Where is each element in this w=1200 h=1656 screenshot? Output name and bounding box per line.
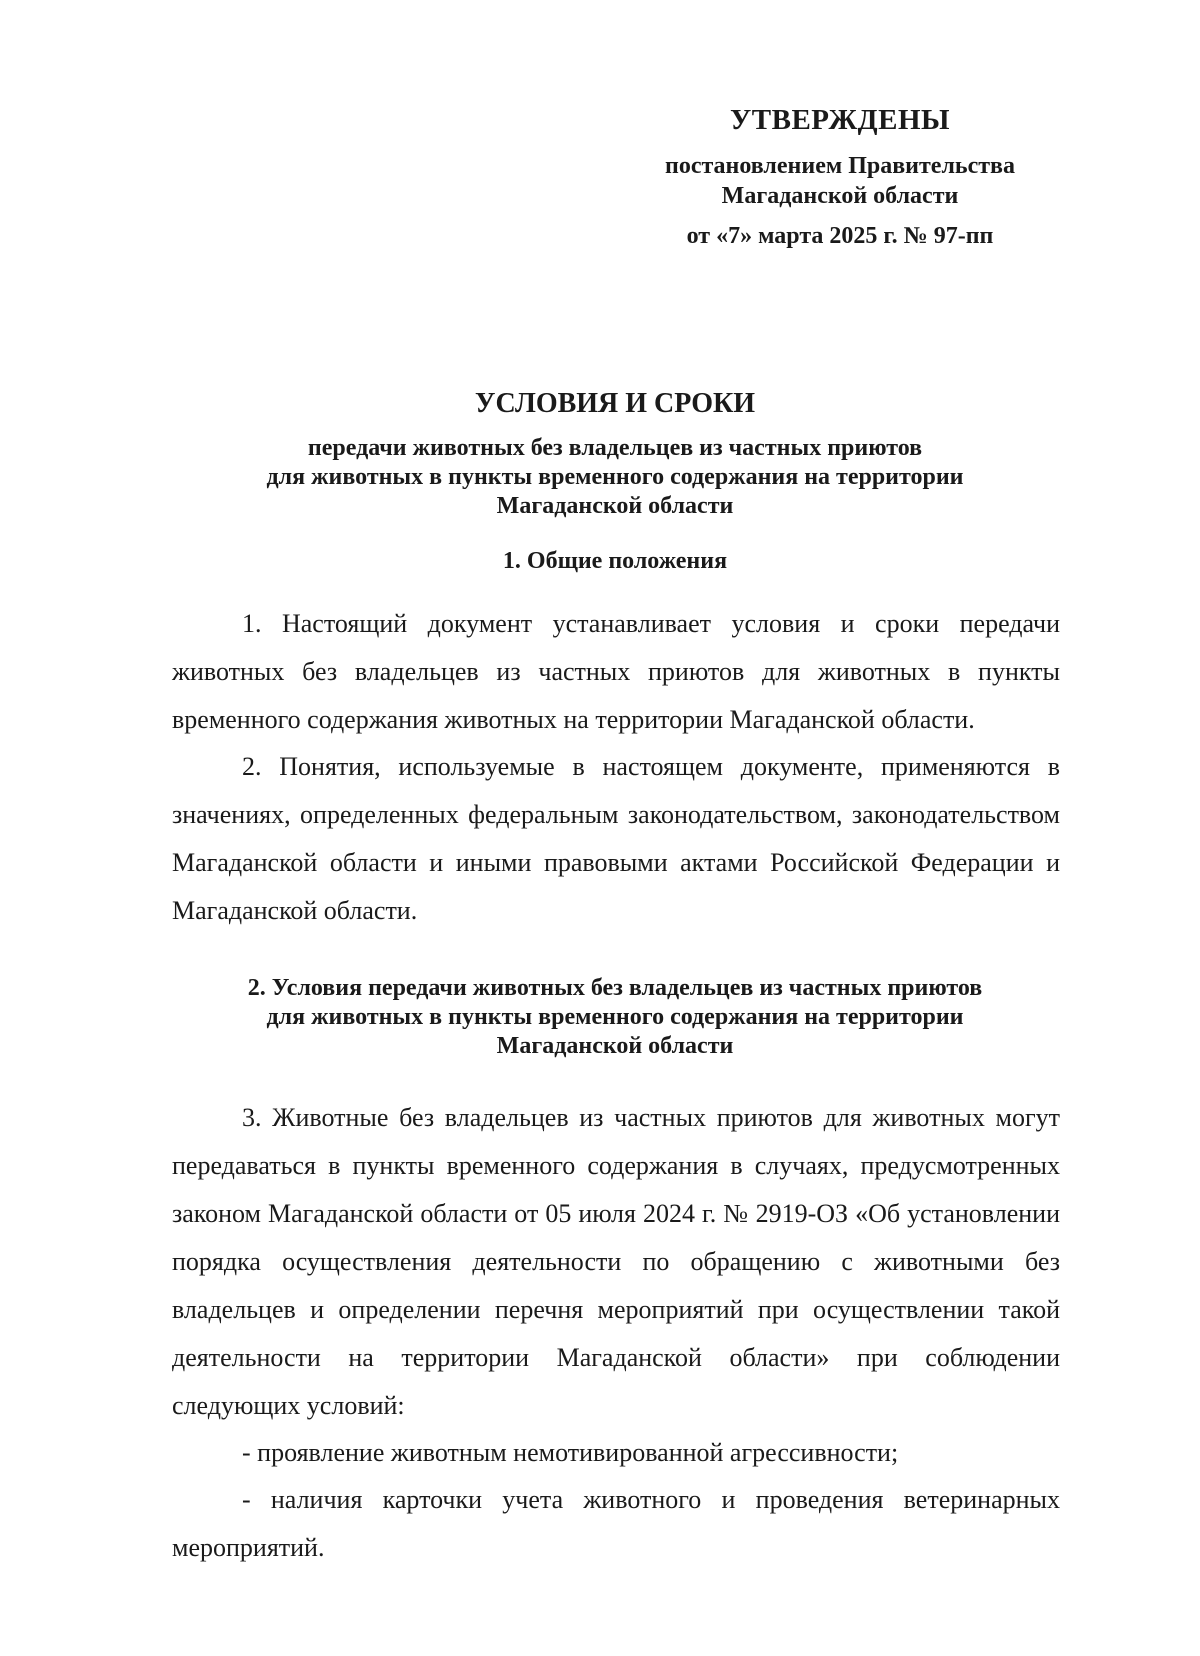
document-subtitle-line: Магаданской области [496,493,734,519]
approval-title: УТВЕРЖДЕНЫ [729,104,950,136]
section-2-heading [170,974,1060,1061]
paragraph-1: 1. Настоящий документ устанавливает условия и сроки передачи животных без владельцев из частных приютов для животных в пункты временного содержания животных на территории Магаданской области. [172,609,1060,734]
paragraph-2: 2. Понятия, используемые в настоящем документе, применяются в значениях, определенных федеральным законодательством, законодательством Магаданской области и иными правовыми актами Российской Федерации и Магаданской области. [172,752,1060,925]
bullet-item: - наличия карточки учета животного и проведения ветеринарных мероприятий. [172,1485,1060,1562]
section-2-heading-line: для животных в пункты временного содержания на территории [266,1004,964,1030]
approval-line-1: постановлением Правительства [664,153,1015,179]
document-subtitle [170,434,1060,521]
paragraph-3: 3. Животные без владельцев из частных приютов для животных могут передаваться в пункты временного содержания в случаях, предусмотренных законом Магаданской области от 05 июля 2024 г. № 2919-ОЗ «Об установлении порядка осуществления деятельности по обращению с животными без владельцев и определении перечня мероприятий при осуществлении такой деятельности на территории Магаданской области» при соблюдении следующих условий: [172,1103,1060,1420]
section-2-heading-line: Магаданской области [496,1033,734,1059]
document-title: УСЛОВИЯ И СРОКИ [474,388,756,419]
section-1-heading: 1. Общие положения [502,548,728,574]
section-2-heading-line: 2. Условия передачи животных без владельцев из частных приютов [247,975,983,1001]
document-subtitle-line: передачи животных без владельцев из частных приютов [307,435,923,461]
approval-date: от «7» марта 2025 г. № 97-пп [686,223,994,249]
approval-stamp-block [620,104,1060,251]
bullet-item: - проявление животным немотивированной агрессивности; [242,1438,899,1467]
approval-line-2: Магаданской области [721,183,959,209]
document-subtitle-line: для животных в пункты временного содержания на территории [266,464,964,490]
